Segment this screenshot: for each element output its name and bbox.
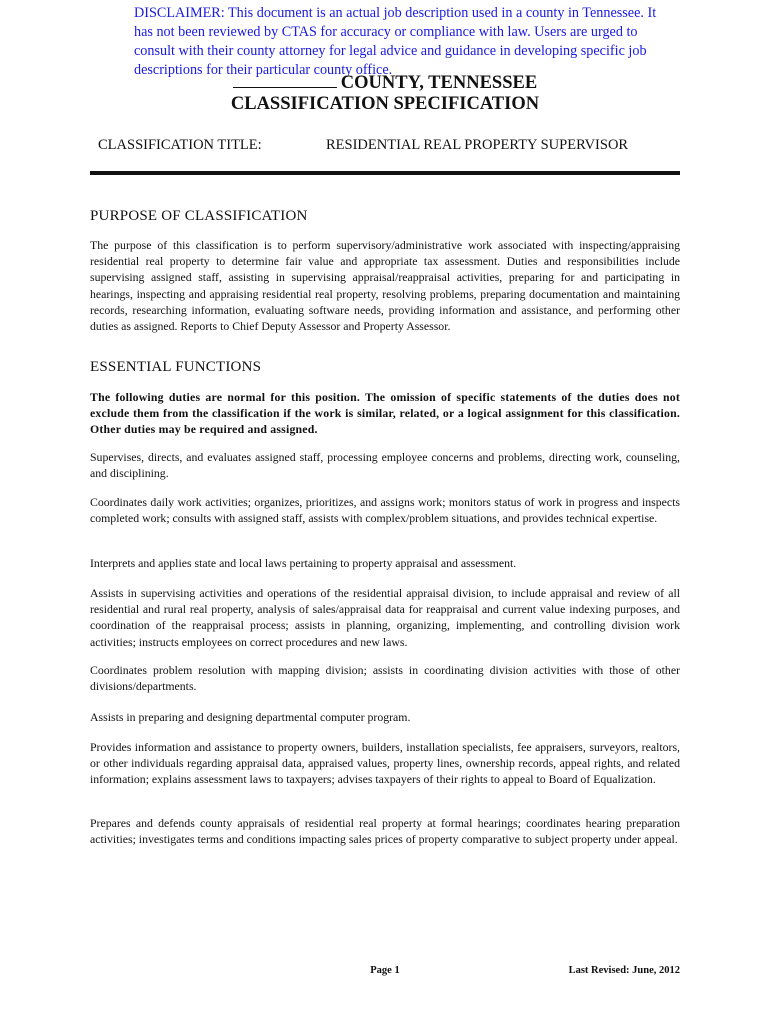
duty-paragraph: Coordinates problem resolution with mapping division; assists in coordinating division activities with those of other divisions/departments.	[90, 663, 680, 694]
disclaimer-text: This document is an actual job description used in a county in Tennessee. It has not been reviewed by CTAS for accuracy or compliance with law. Users are urged to consult with their county attorney for legal advice and guidance in developing specific job descriptions for their particular county office.	[134, 5, 657, 78]
duty-paragraph: Provides information and assistance to property owners, builders, installation specialists, fee appraisers, surveyors, realtors, or other individuals regarding appraisal data, appraised values, property lines, ownership records, appeal rights, and related information; explains assessment laws to taxpayers; advises taxpayers of their rights to appeal to Board of Equalization.	[90, 740, 680, 787]
county-heading-text: COUNTY, TENNESSEE	[340, 73, 538, 93]
classification-title-value: RESIDENTIAL REAL PROPERTY SUPERVISOR	[326, 137, 629, 153]
county-name-blank	[233, 70, 337, 88]
essential-functions-intro: The following duties are normal for this position. The omission of specific statements of the duties does not exclude them from the classification if the work is similar, related, or a logical assignment for this classification. Other duties may be required and assigned.	[90, 390, 680, 437]
duty-paragraph: Prepares and defends county appraisals of residential real property at formal hearings; coordinates hearing preparation activities; investigates terms and conditions impacting sales prices of property comparative to subject property under appeal.	[90, 816, 680, 847]
disclaimer	[134, 4, 674, 80]
classification-title-label: CLASSIFICATION TITLE:	[98, 137, 262, 153]
specification-title: CLASSIFICATION SPECIFICATION	[230, 94, 540, 114]
disclaimer-label: DISCLAIMER:	[134, 5, 225, 21]
duty-paragraph: Assists in supervising activities and operations of the residential appraisal division, to include appraisal and review of all residential and rural real property, analysis of sales/appraisal data for reappraisal and current value indexing purposes, and coordination of the reappraisal process; assists in planning, organizing, implementing, and controlling division work activities; instructs employees on correct procedures and new laws.	[90, 586, 680, 649]
duty-paragraph: Coordinates daily work activities; organizes, prioritizes, and assigns work; monitors status of work in progress and inspects completed work; consults with assigned staff, assists with complex/problem situations, and provides technical expertise.	[90, 495, 680, 526]
essential-functions-heading: ESSENTIAL FUNCTIONS	[90, 359, 262, 375]
purpose-heading: PURPOSE OF CLASSIFICATION	[90, 208, 308, 224]
last-revised: Last Revised: June, 2012	[568, 965, 680, 976]
county-heading	[0, 70, 770, 94]
purpose-text: The purpose of this classification is to perform supervisory/administrative work associated with inspecting/appraising residential real property to determine fair value and appropriate tax assessment. Duties and responsibilities include supervising assigned staff, assisting in supervising appraisal/reappraisal activities, preparing for and participating in hearings, inspecting and appraising residential real property, resolving problems, preparing documentation and maintaining records, researching information, evaluating software needs, providing information and assistance, and performing other duties as assigned. Reports to Chief Deputy Assessor and Property Assessor.	[90, 238, 680, 334]
duty-paragraph: Interprets and applies state and local laws pertaining to property appraisal and assessment.	[90, 556, 517, 570]
duty-paragraph: Assists in preparing and designing departmental computer program.	[90, 710, 411, 724]
duty-paragraph: Supervises, directs, and evaluates assigned staff, processing employee concerns and problems, directing work, counseling, and disciplining.	[90, 450, 680, 481]
page-number: Page 1	[370, 965, 400, 976]
header-divider	[90, 171, 680, 175]
